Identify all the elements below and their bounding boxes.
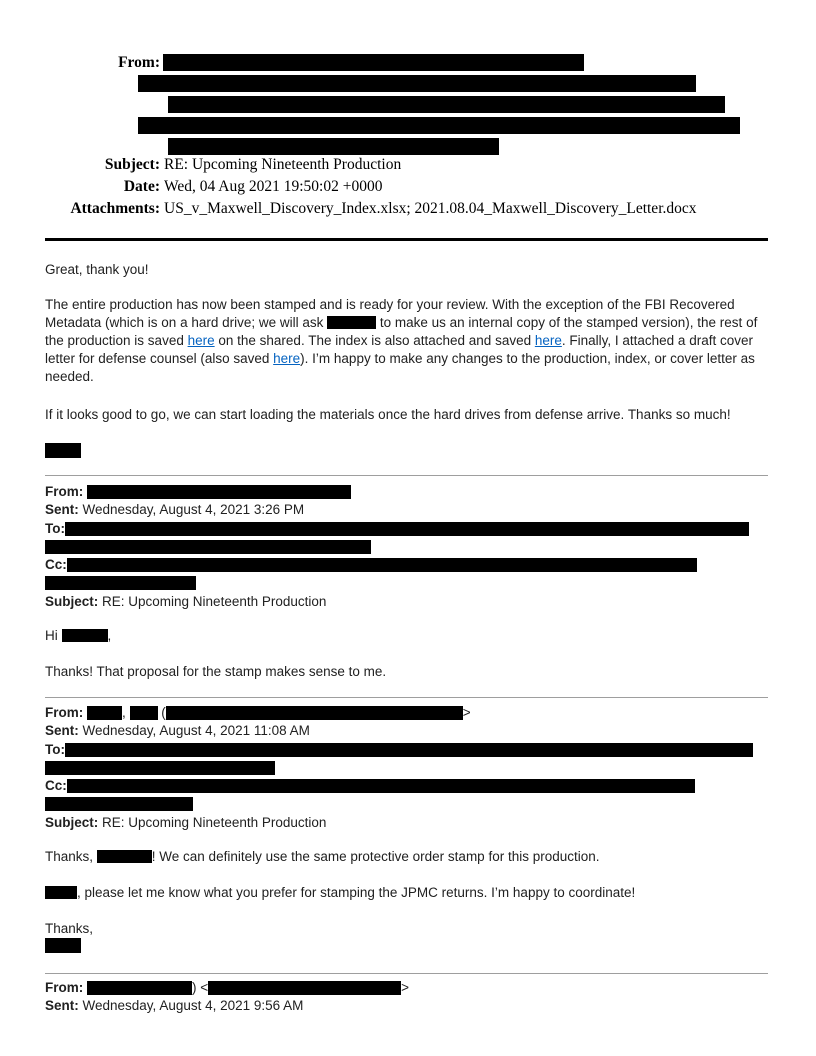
field-label: Sent: [45,502,83,518]
redaction [45,540,371,554]
field-label: Subject: [45,814,103,830]
redaction [45,443,81,458]
redaction [97,850,152,863]
quoted2-paragraph-stamp: Thanks, ! We can definitely use the same protective order stamp for this production. [45,849,600,864]
here-link[interactable]: here [534,333,562,348]
redaction [67,779,695,793]
quoted2-paragraph-jpmc: , please let me know what you prefer for stamping the JPMC returns. I’m happy to coordinate! [45,884,775,902]
redaction [208,981,401,995]
field-label: Cc: [45,778,67,794]
redaction [130,706,158,720]
quoted2-closing: Thanks, [45,921,94,936]
to-line-continuation [45,538,775,556]
redaction [45,761,275,775]
field-label: From: [45,705,87,720]
cc-line-continuation [45,795,775,813]
sent-line: Sent: Wednesday, August 4, 2021 9:56 AM [45,998,304,1014]
redaction [45,938,81,953]
subject-line: Subject: RE: Upcoming Nineteenth Production [45,593,327,609]
quoted2-header [45,704,775,832]
quoted1-greeting: Hi , [45,628,112,643]
redaction-bar [168,138,499,155]
signature-redacted [45,443,775,461]
from-line: From: , ( > [45,705,471,720]
redaction [45,797,193,811]
header-redacted-row [0,75,816,96]
redaction [87,706,122,720]
redaction [45,576,196,590]
to-line [45,520,775,538]
field-label: Sent: [45,723,83,739]
quoted1-header [45,483,775,611]
redaction [65,522,749,536]
field-label: Cc: [45,557,67,573]
field-label: To: [45,741,65,757]
from-line [45,483,775,501]
quoted1-body: Thanks! That proposal for the stamp makes sense to me. [45,664,387,679]
here-link[interactable]: here [273,351,301,366]
redaction-bar [138,75,696,92]
cc-line [45,777,775,795]
header-divider [45,238,768,241]
attachments-label: Attachments: [70,200,160,217]
from-line: From: ) < > [45,980,410,995]
quoted-divider [45,697,768,698]
redaction [67,558,697,572]
field-label: From: [45,484,87,499]
redaction-bar [163,54,584,71]
paragraph-good-to-go: If it looks good to go, we can start loading the materials once the hard drives from defense arrive. Thanks so much! [45,407,731,422]
field-label: Subject: [45,593,103,609]
redaction [65,743,753,757]
redaction [87,981,192,995]
header-from-row [0,54,816,75]
subject-value: RE: Upcoming Nineteenth Production [164,156,402,173]
field-label: Sent: [45,998,83,1014]
field-label: To: [45,520,65,536]
quoted-divider [45,973,768,974]
paragraph-production-status: The entire production has now been stamped and is ready for your review. With the exception of the FBI Recovered Metadata (which is on a hard drive; we will ask to make us an internal copy of the stamped version), the rest of the production is saved here on the shared. The index is also attached and saved here. Finally, I attached a draft cover letter for defense counsel (also saved here). I’m happy to make any changes to the production, index, or cover letter as needed. [45,297,758,384]
sent-line: Sent: Wednesday, August 4, 2021 3:26 PM [45,502,305,518]
header-redacted-row [0,117,816,138]
redaction [87,485,351,499]
paragraph-greeting: Great, thank you! [45,262,149,277]
redaction [62,629,108,642]
header-redacted-row [0,96,816,117]
quoted2-signature-redacted [45,938,775,956]
quoted3-header [45,979,775,1016]
to-line [45,741,775,759]
redaction [166,706,463,720]
header-attachments-row [0,200,816,221]
redaction [327,316,376,329]
quoted-divider [45,475,768,476]
to-line-continuation [45,759,775,777]
from-label: From: [118,54,160,71]
field-label: From: [45,980,87,995]
redaction-bar [138,117,740,134]
date-value: Wed, 04 Aug 2021 19:50:02 +0000 [164,178,383,195]
cc-line-continuation [45,574,775,592]
subject-label: Subject: [104,156,160,173]
redaction [45,886,77,899]
header-date-row [0,178,816,199]
cc-line [45,556,775,574]
subject-line: Subject: RE: Upcoming Nineteenth Production [45,814,327,830]
redaction-bar [168,96,725,113]
here-link[interactable]: here [187,333,215,348]
sent-line: Sent: Wednesday, August 4, 2021 11:08 AM [45,723,310,739]
header-subject-row [0,156,816,177]
attachments-value: US_v_Maxwell_Discovery_Index.xlsx; 2021.08.04_Maxwell_Discovery_Letter.docx [164,200,697,217]
date-label: Date: [123,178,160,195]
